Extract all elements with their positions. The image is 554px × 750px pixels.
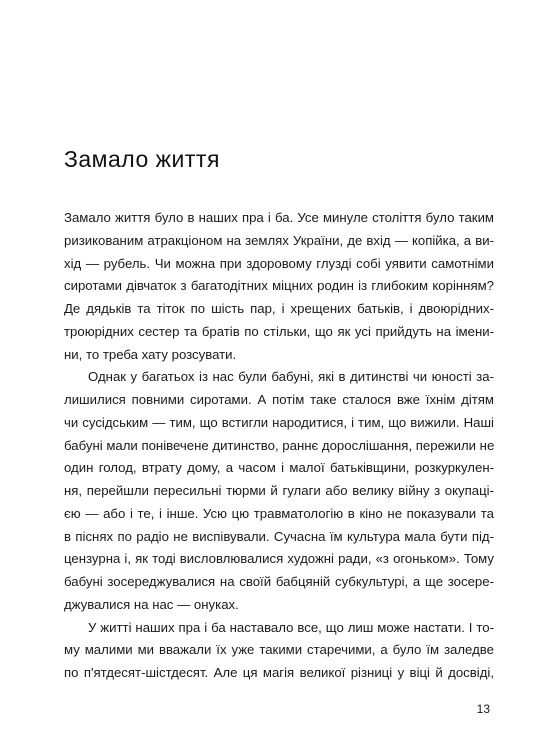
text-line: в піснях по радіо не виспівували. Сучасна їм культура мала бути під- <box>64 528 494 544</box>
text-line: по п'ятдесят-шістдесят. Але ця магія великої різниці у віці й досвіді, <box>64 665 494 680</box>
text-line: Де дядьків та тіток по шість пар, і хрещених батьків, і двоюрідних- <box>64 301 494 316</box>
text-line: У житті наших пра і ба наставало все, що лиш може настати. І то- <box>88 619 494 635</box>
text-line: один голод, втрату дому, а часом і малої батьківщини, розкуркулен- <box>64 460 494 476</box>
text-line: Замало життя було в наших пра і ба. Усе минуле століття було таким <box>64 210 494 225</box>
text-line: цензурна і, як тоді висловлювалися художні ради, «з огоньком». Тому <box>64 551 494 567</box>
text-line: лишилися повними сиротами. А потім таке сталося вже їхнім дітям <box>64 392 494 407</box>
text-line: чи сусідським — тим, що встигли народитися, і тим, що вижили. Наші <box>64 414 494 430</box>
text-line: ня, перейшли пересильні тюрми й гулаги або велику війну з окупаці- <box>64 483 494 498</box>
text-line: Однак у багатьох із нас були бабуні, які в дитинстві чи юності за- <box>88 369 494 385</box>
text-line: хід — рубель. Чи можна при здоровому глузді собі уявити самотніми <box>64 255 494 271</box>
text-line: ризикованим атракціоном на землях України, де вхід — копійка, а ви- <box>64 232 494 248</box>
text-line: ни, то треба хату розсувати. <box>64 346 237 362</box>
text-line: му малими ми вважали їх уже такими старечими, а було їм заледве <box>64 642 494 658</box>
text-line: сиротами дівчаток з багатодітних міцних родин із глибоким корінням? <box>64 278 494 294</box>
page-number: 13 <box>476 702 490 716</box>
text-line: троюрідних сестер та братів по стільки, що як усі прийдуть на імени- <box>64 323 494 339</box>
text-line: бабуні зосереджувалися на своїй бабцяній субкультурі, а ще зосере- <box>64 574 494 589</box>
body-text <box>64 207 494 685</box>
text-line: єю — або і те, і інше. Усю цю травматологію в кіно не показували та <box>64 505 494 521</box>
text-line: джувалися на нас — онуках. <box>64 596 239 612</box>
text-line: бабуні мали понівечене дитинство, раннє дорослішання, пережили не <box>64 437 495 453</box>
chapter-title: Замало життя <box>64 146 220 172</box>
